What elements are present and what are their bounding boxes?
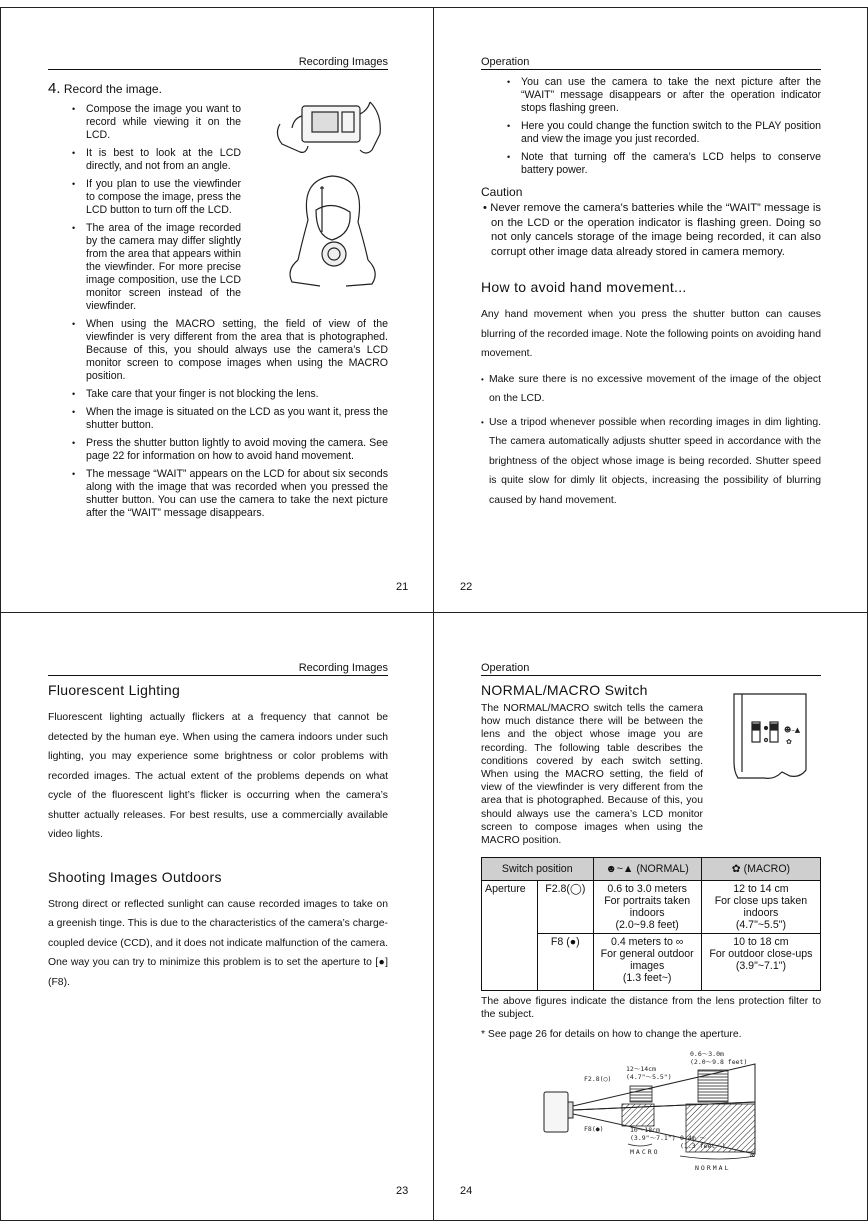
- svg-text:∞: ∞: [750, 1151, 755, 1160]
- caution-heading: Caution: [481, 185, 523, 199]
- intro-text: Any hand movement when you press the shutter button can causes blurring of the recorded image. Note the following points on avoiding hand movement.: [481, 309, 821, 359]
- vertical-divider: [433, 7, 434, 1221]
- points-list: [481, 370, 821, 511]
- distance-diagram: [540, 1046, 790, 1174]
- f8-label: F8(●): [584, 1125, 604, 1133]
- bullet-list: [481, 76, 821, 177]
- list-item: • The area of the image recorded by the camera may differ slightly from the area that appears within the viewfinder. For more precise image composition, use the LCD monitor screen instead of the viewfinder.: [70, 222, 241, 313]
- list-item: • The message “WAIT” appears on the LCD for about six seconds along with the image that was recorded when you pressed the shutter button. You can use the camera to take the next picture after the “WAIT” message disappears.: [70, 468, 388, 520]
- svg-text:0.6～3.0m: 0.6～3.0m: [690, 1050, 724, 1058]
- list-item: • Take care that your finger is not blocking the lens.: [70, 388, 388, 401]
- list-item: • Here you could change the function switch to the PLAY position and view the image you just recorded.: [505, 120, 821, 146]
- list-item: • Press the shutter button lightly to avoid moving the camera. See page 22 for information on how to avoid hand movement.: [70, 437, 388, 463]
- flower-icon: ✿: [731, 863, 741, 876]
- page-header: Recording Images: [48, 662, 388, 676]
- switch-table: [481, 857, 821, 991]
- list-item: • Compose the image you want to record while viewing it on the LCD.: [70, 103, 241, 142]
- svg-text:MACRO: MACRO: [630, 1148, 660, 1156]
- table-cell: 0.6 to 3.0 meters For portraits taken indoors (2.0~9.8 feet): [593, 881, 701, 934]
- list-item: • You can use the camera to take the next picture after the “WAIT” message disappears or after the operation indicator stops flashing green.: [505, 76, 821, 115]
- page-23: [48, 662, 388, 992]
- section-title: NORMAL/MACRO Switch: [481, 682, 648, 698]
- table-cell: F8 (●): [538, 934, 593, 991]
- table-header: ☻~▲ (NORMAL): [593, 858, 701, 881]
- caution-text: • Never remove the camera’s batteries while the “WAIT” message is on the LCD or the operation indicator is flashing green. Doing so not only cancels storage of the image being recorded, it can also corrupt other image data already stored in camera memory.: [483, 202, 821, 258]
- section-text: Strong direct or reflected sunlight can cause recorded images to take on a greenish tinge. This is due to the characteristics of the camera’s charge-coupled device (CCD), and it does not indicate malfunction of the camera. One way you can try to minimize this problem is to set the aperture to [●] (F8).: [48, 898, 388, 988]
- table-header: Switch position: [482, 858, 594, 881]
- table-cell: 0.4 meters to ∞ For general outdoor images (1.3 feet~): [593, 934, 701, 991]
- svg-text:0.4m ～: 0.4m ～: [680, 1134, 707, 1142]
- page-number: 21: [396, 581, 409, 593]
- list-item: • It is best to look at the LCD directly, and not from an angle.: [70, 147, 241, 173]
- section-title: Fluorescent Lighting: [48, 682, 181, 698]
- list-item: • Make sure there is no excessive movement of the image of the object on the LCD.: [481, 370, 821, 409]
- table-cell: 10 to 18 cm For outdoor close-ups (3.9"~7.1"): [701, 934, 820, 991]
- list-item: • When the image is situated on the LCD as you want it, press the shutter button.: [70, 406, 388, 432]
- svg-text:(1.3 feet～): (1.3 feet～): [680, 1142, 726, 1150]
- table-row: [482, 881, 821, 934]
- switch-illustration: [730, 692, 810, 784]
- list-item: • Note that turning off the camera’s LCD helps to conserve battery power.: [505, 151, 821, 177]
- svg-text:✿: ✿: [786, 738, 792, 746]
- portrait-landscape-icon: ☻~▲: [605, 863, 634, 876]
- page-header: Recording Images: [48, 56, 388, 70]
- svg-text:(3.9"～7.1"): (3.9"～7.1"): [630, 1134, 676, 1142]
- step-heading: 4. Record the image.: [48, 80, 162, 97]
- page-header: Operation: [481, 662, 821, 676]
- horizontal-divider: [0, 612, 868, 613]
- svg-text:☻–▲: ☻–▲: [784, 726, 801, 734]
- camera-hands-illustration: [272, 94, 390, 164]
- section-text: Fluorescent lighting actually flickers at a frequency that cannot be detected by the human eye. When using the camera indoors under such lighting, you may experience some brightness or color problems with recorded images. The actual extent of the problems depends on what cycle of the fluorescent light’s flicker is occurring when the camera’s shutter actually releases. For best results, use a commercially available video lights.: [48, 712, 388, 840]
- svg-text:(2.0～9.8 feet): (2.0～9.8 feet): [690, 1058, 748, 1066]
- section-title: How to avoid hand movement...: [481, 279, 687, 295]
- list-item: • If you plan to use the viewfinder to compose the image, press the LCD button to turn off the LCD.: [70, 178, 241, 217]
- bullet-list: [48, 103, 388, 520]
- table-cell: F2.8(◯): [538, 881, 593, 934]
- table-cell: 12 to 14 cm For close ups taken indoors (4.7"~5.5"): [701, 881, 820, 934]
- table-header: ✿ (MACRO): [701, 858, 820, 881]
- page-number: 24: [460, 1185, 473, 1197]
- page-header: Operation: [481, 56, 821, 70]
- page-number: 22: [460, 581, 473, 593]
- page-22: [481, 56, 821, 514]
- svg-text:10～18cm: 10～18cm: [630, 1126, 660, 1134]
- list-item: • When using the MACRO setting, the field of view of the viewfinder is very different from the area that is photographed. Because of this, you should always use the camera’s LCD monitor screen to compose images when using the MACRO position.: [70, 318, 388, 383]
- section-title: Shooting Images Outdoors: [48, 868, 222, 885]
- f28-label: F2.8(◯): [584, 1075, 612, 1083]
- viewfinder-person-illustration: [280, 170, 384, 290]
- note-text: * See page 26 for details on how to change the aperture.: [481, 1028, 742, 1040]
- intro-text: The NORMAL/MACRO switch tells the camera how much distance there will be between the lens and the object whose image you are recording. The following table describes the conditions covered by each switch setting. When using the MACRO setting, the field of view of the viewfinder is very different from the area that is photographed. Because of this, you should always use the camera’s LCD monitor screen to compose images when using the MACRO position.: [481, 703, 703, 847]
- list-item: • Use a tripod whenever possible when recording images in dim lighting. The camera automatically adjusts shutter speed in accordance with the brightness of the object whose image is being recorded. Shutter speed is quite slow for dimly lit objects, increasing the possibility of blurring caused by hand movement.: [481, 413, 821, 511]
- note-text: The above figures indicate the distance from the lens protection filter to the subject.: [481, 996, 821, 1021]
- table-cell: Aperture: [482, 881, 538, 991]
- svg-text:(4.7"～5.5"): (4.7"～5.5"): [626, 1073, 672, 1081]
- page-number: 23: [396, 1185, 409, 1197]
- svg-text:12～14cm: 12～14cm: [626, 1065, 656, 1073]
- svg-text:NORMAL: NORMAL: [695, 1164, 731, 1172]
